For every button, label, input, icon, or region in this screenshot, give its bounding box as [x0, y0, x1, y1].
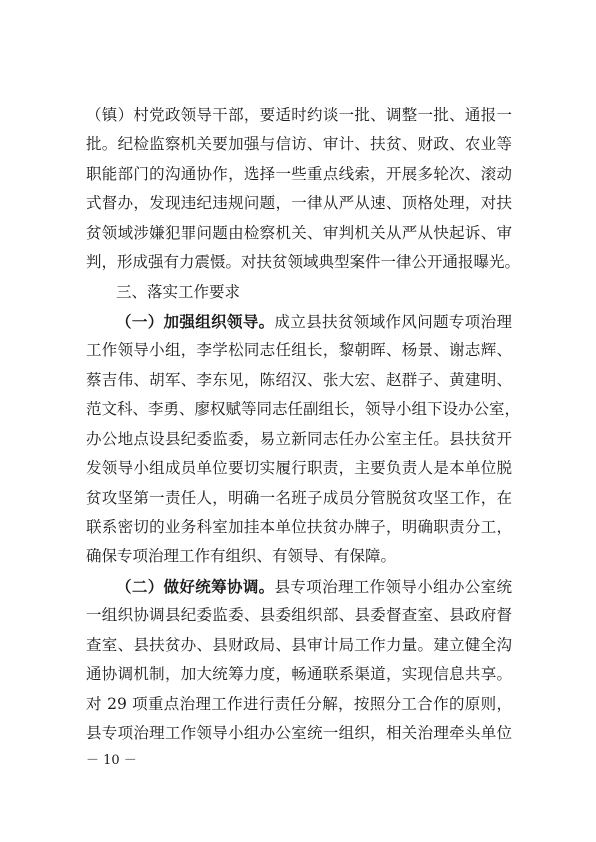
item1-line: 确保专项治理工作有组织、有领导、有保障。 [86, 547, 397, 565]
paragraph-line: 批。纪检监察机关要加强与信访、审计、扶贫、财政、农业等 [86, 135, 512, 153]
page-number: － 10 － [86, 753, 137, 768]
item1-title: （一）加强组织领导。 [116, 312, 275, 331]
item2-first-line-text: 县专项治理工作领导小组办公室统 [274, 578, 512, 596]
item1-line: 联系密切的业务科室加挂本单位扶贫办牌子，明确职责分工， [86, 518, 512, 536]
item1-line: 蔡吉伟、胡军、李东见，陈绍汉、张大宏、赵群子、黄建明、 [86, 371, 512, 389]
item1-line: 范文科、李勇、廖权赋等同志任副组长，领导小组下设办公室， [86, 400, 521, 418]
paragraph-line: 式督办，发现违纪违规问题，一律从严从速、顶格处理，对扶 [86, 194, 512, 212]
paragraph-line: 判，形成强有力震慑。对扶贫领域典型案件一律公开通报曝光。 [86, 253, 521, 271]
item1-first-line-text: 成立县扶贫领域作风问题专项治理 [274, 313, 512, 331]
item1-line: 贫攻坚第一责任人，明确一名班子成员分管脱贫攻坚工作，在 [86, 489, 512, 507]
item2-title: （二）做好统筹协调。 [116, 577, 275, 596]
item2-line: 查室、县扶贫办、县财政局、县审计局工作力量。建立健全沟 [86, 636, 512, 654]
item2-line: 通协调机制，加大统筹力度，畅通联系渠道，实现信息共享。 [86, 665, 512, 683]
item1-line: 工作领导小组，李学松同志任组长，黎朝晖、杨景、谢志辉、 [86, 341, 512, 359]
section-heading: 三、落实工作要求 [116, 283, 241, 301]
paragraph-line: 贫领域涉嫌犯罪问题由检察机关、审判机关从严从快起诉、审 [86, 224, 512, 242]
item1-line: 办公地点设县纪委监委，易立新同志任办公室主任。县扶贫开 [86, 430, 512, 448]
paragraph-line: 职能部门的沟通协作，选择一些重点线索，开展多轮次、滚动 [86, 165, 512, 183]
item2-line: 对 29 项重点治理工作进行责任分解，按照分工合作的原则， [86, 695, 512, 713]
item2-line: 一组织协调县纪委监委、县委组织部、县委督查室、县政府督 [86, 606, 512, 624]
item1-line: 发领导小组成员单位要切实履行职责，主要负责人是本单位脱 [86, 459, 512, 477]
item2-line: 县专项治理工作领导小组办公室统一组织，相关治理牵头单位 [86, 724, 512, 742]
paragraph-line: （镇）村党政领导干部，要适时约谈一批、调整一批、通报一 [86, 106, 512, 124]
